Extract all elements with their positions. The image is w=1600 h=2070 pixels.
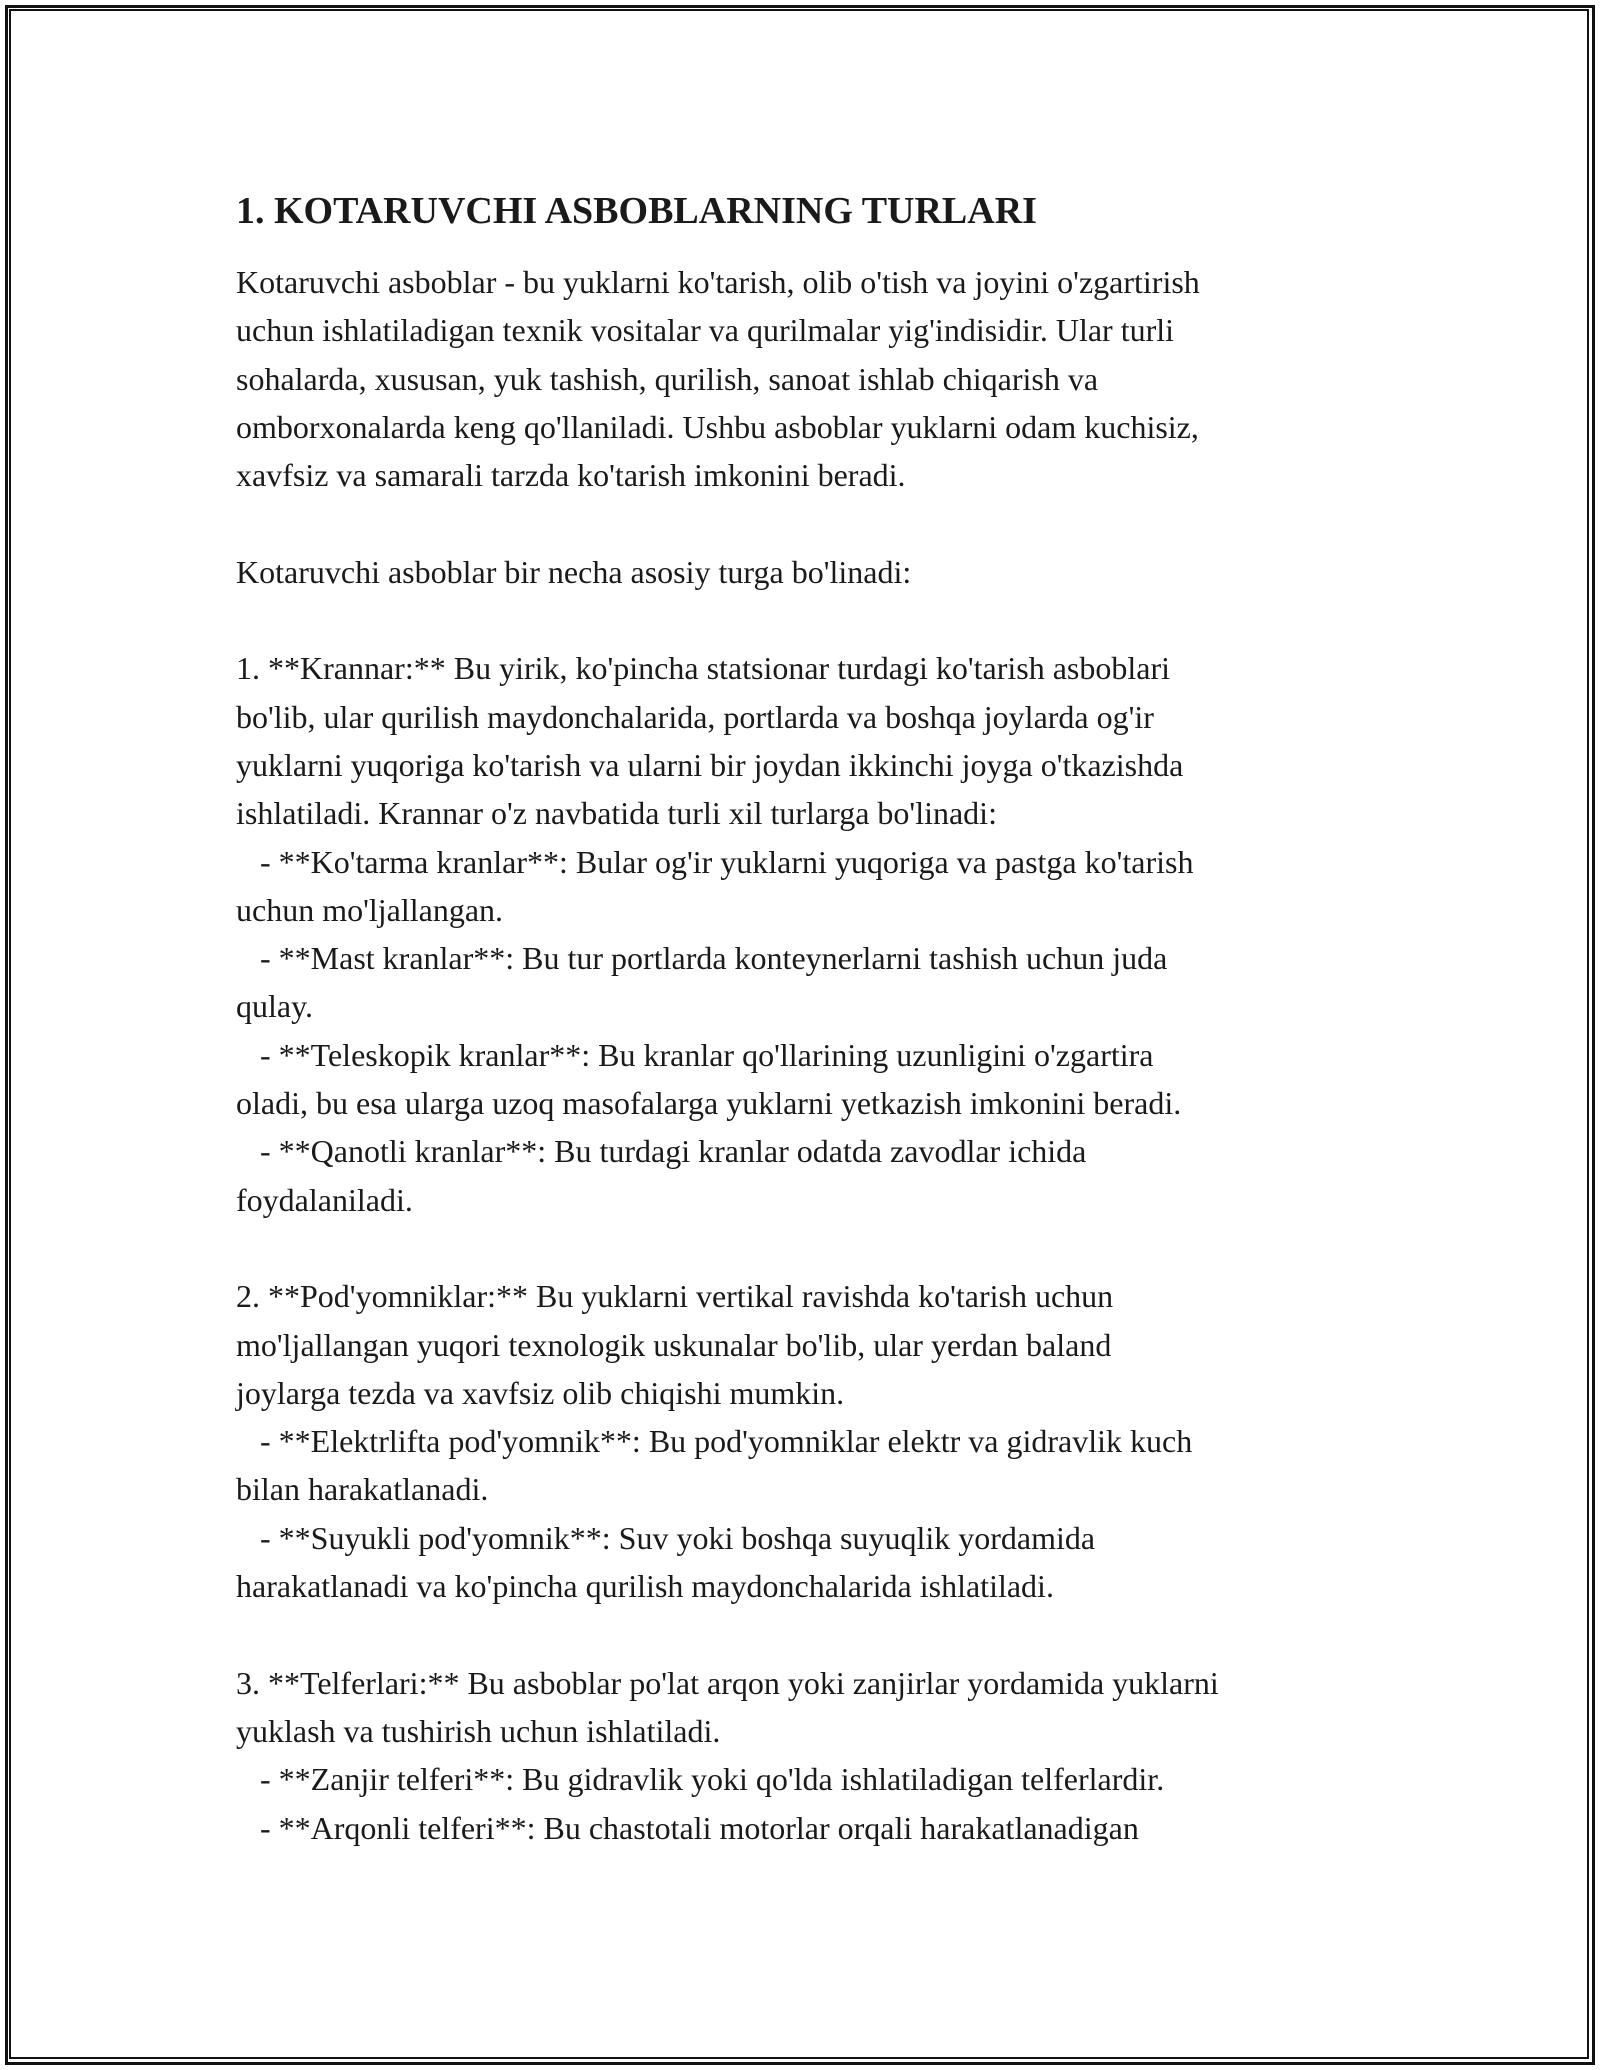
text-line: 2. **Pod'yomniklar:** Bu yuklarni vertikal ravishda ko'tarish uchun (236, 1278, 1114, 1315)
text-line: Kotaruvchi asboblar bir necha asosiy turga bo'linadi: (236, 553, 912, 590)
text-line: uchun mo'ljallangan. (236, 891, 504, 928)
text-line: - **Arqonli telferi**: Bu chastotali motorlar orqali harakatlanadigan (236, 1809, 1139, 1846)
document-body (236, 186, 1396, 1852)
blank-line (236, 1610, 1396, 1658)
text-line: bo'lib, ular qurilish maydonchalarida, portlarda va boshqa joylarda og'ir (236, 698, 1154, 735)
text-line: - **Qanotli kranlar**: Bu turdagi kranlar odatda zavodlar ichida (236, 1133, 1087, 1170)
blank-line (236, 596, 1396, 644)
text-line: foydalaniladi. (236, 1181, 413, 1218)
text-line: yuklarni yuqoriga ko'tarish va ularni bir joydan ikkinchi joyga o'tkazishda (236, 746, 1184, 783)
text-line: omborxonalarda keng qo'llaniladi. Ushbu asboblar yuklarni odam kuchisiz, (236, 408, 1199, 445)
blank-line (236, 1224, 1396, 1272)
text-line: - **Suyukli pod'yomnik**: Suv yoki boshqa suyuqlik yordamida (236, 1519, 1096, 1556)
text-line: - **Ko'tarma kranlar**: Bular og'ir yuklarni yuqoriga va pastga ko'tarish (236, 843, 1194, 880)
text-line: bilan harakatlanadi. (236, 1471, 489, 1508)
blank-line (236, 499, 1396, 547)
text-line: ishlatiladi. Krannar o'z navbatida turli xil turlarga bo'linadi: (236, 795, 997, 832)
text-line: Kotaruvchi asboblar - bu yuklarni ko'tarish, olib o'tish va joyini o'zgartirish (236, 264, 1200, 300)
text-line: sohalarda, xususan, yuk tashish, qurilish, sanoat ishlab chiqarish va (236, 360, 1099, 397)
text-line: - **Mast kranlar**: Bu tur portlarda konteynerlarni tashish uchun juda (236, 940, 1168, 977)
text-line: 3. **Telferlari:** Bu asboblar po'lat arqon yoki zanjirlar yordamida yuklarni (236, 1664, 1219, 1701)
text-line: - **Elektrlifta pod'yomnik**: Bu pod'yomniklar elektr va gidravlik kuch (236, 1423, 1193, 1460)
text-line: yuklash va tushirish uchun ishlatiladi. (236, 1712, 721, 1749)
document-title: 1. KOTARUVCHI ASBOBLARNING TURLARI (236, 190, 1037, 232)
text-line: mo'ljallangan yuqori texnologik uskunalar bo'lib, ular yerdan baland (236, 1326, 1112, 1363)
text-line: qulay. (236, 988, 314, 1025)
text-line: xavfsiz va samarali tarzda ko'tarish imkonini beradi. (236, 457, 906, 494)
title-spacer (236, 236, 1396, 258)
text-line: uchun ishlatiladigan texnik vositalar va qurilmalar yig'indisidir. Ular turli (236, 312, 1175, 349)
text-line: - **Zanjir telferi**: Bu gidravlik yoki qo'lda ishlatiladigan telferlardir. (236, 1761, 1165, 1798)
text-line: 1. **Krannar:** Bu yirik, ko'pincha statsionar turdagi ko'tarish asboblari (236, 650, 1170, 687)
text-line: joylarga tezda va xavfsiz olib chiqishi mumkin. (236, 1374, 845, 1411)
text-line: - **Teleskopik kranlar**: Bu kranlar qo'llarining uzunligini o'zgartira (236, 1036, 1154, 1073)
paragraph-lines (236, 258, 1396, 1852)
text-line: harakatlanadi va ko'pincha qurilish maydonchalarida ishlatiladi. (236, 1568, 1054, 1605)
text-line: oladi, bu esa ularga uzoq masofalarga yuklarni yetkazish imkonini beradi. (236, 1085, 1182, 1122)
